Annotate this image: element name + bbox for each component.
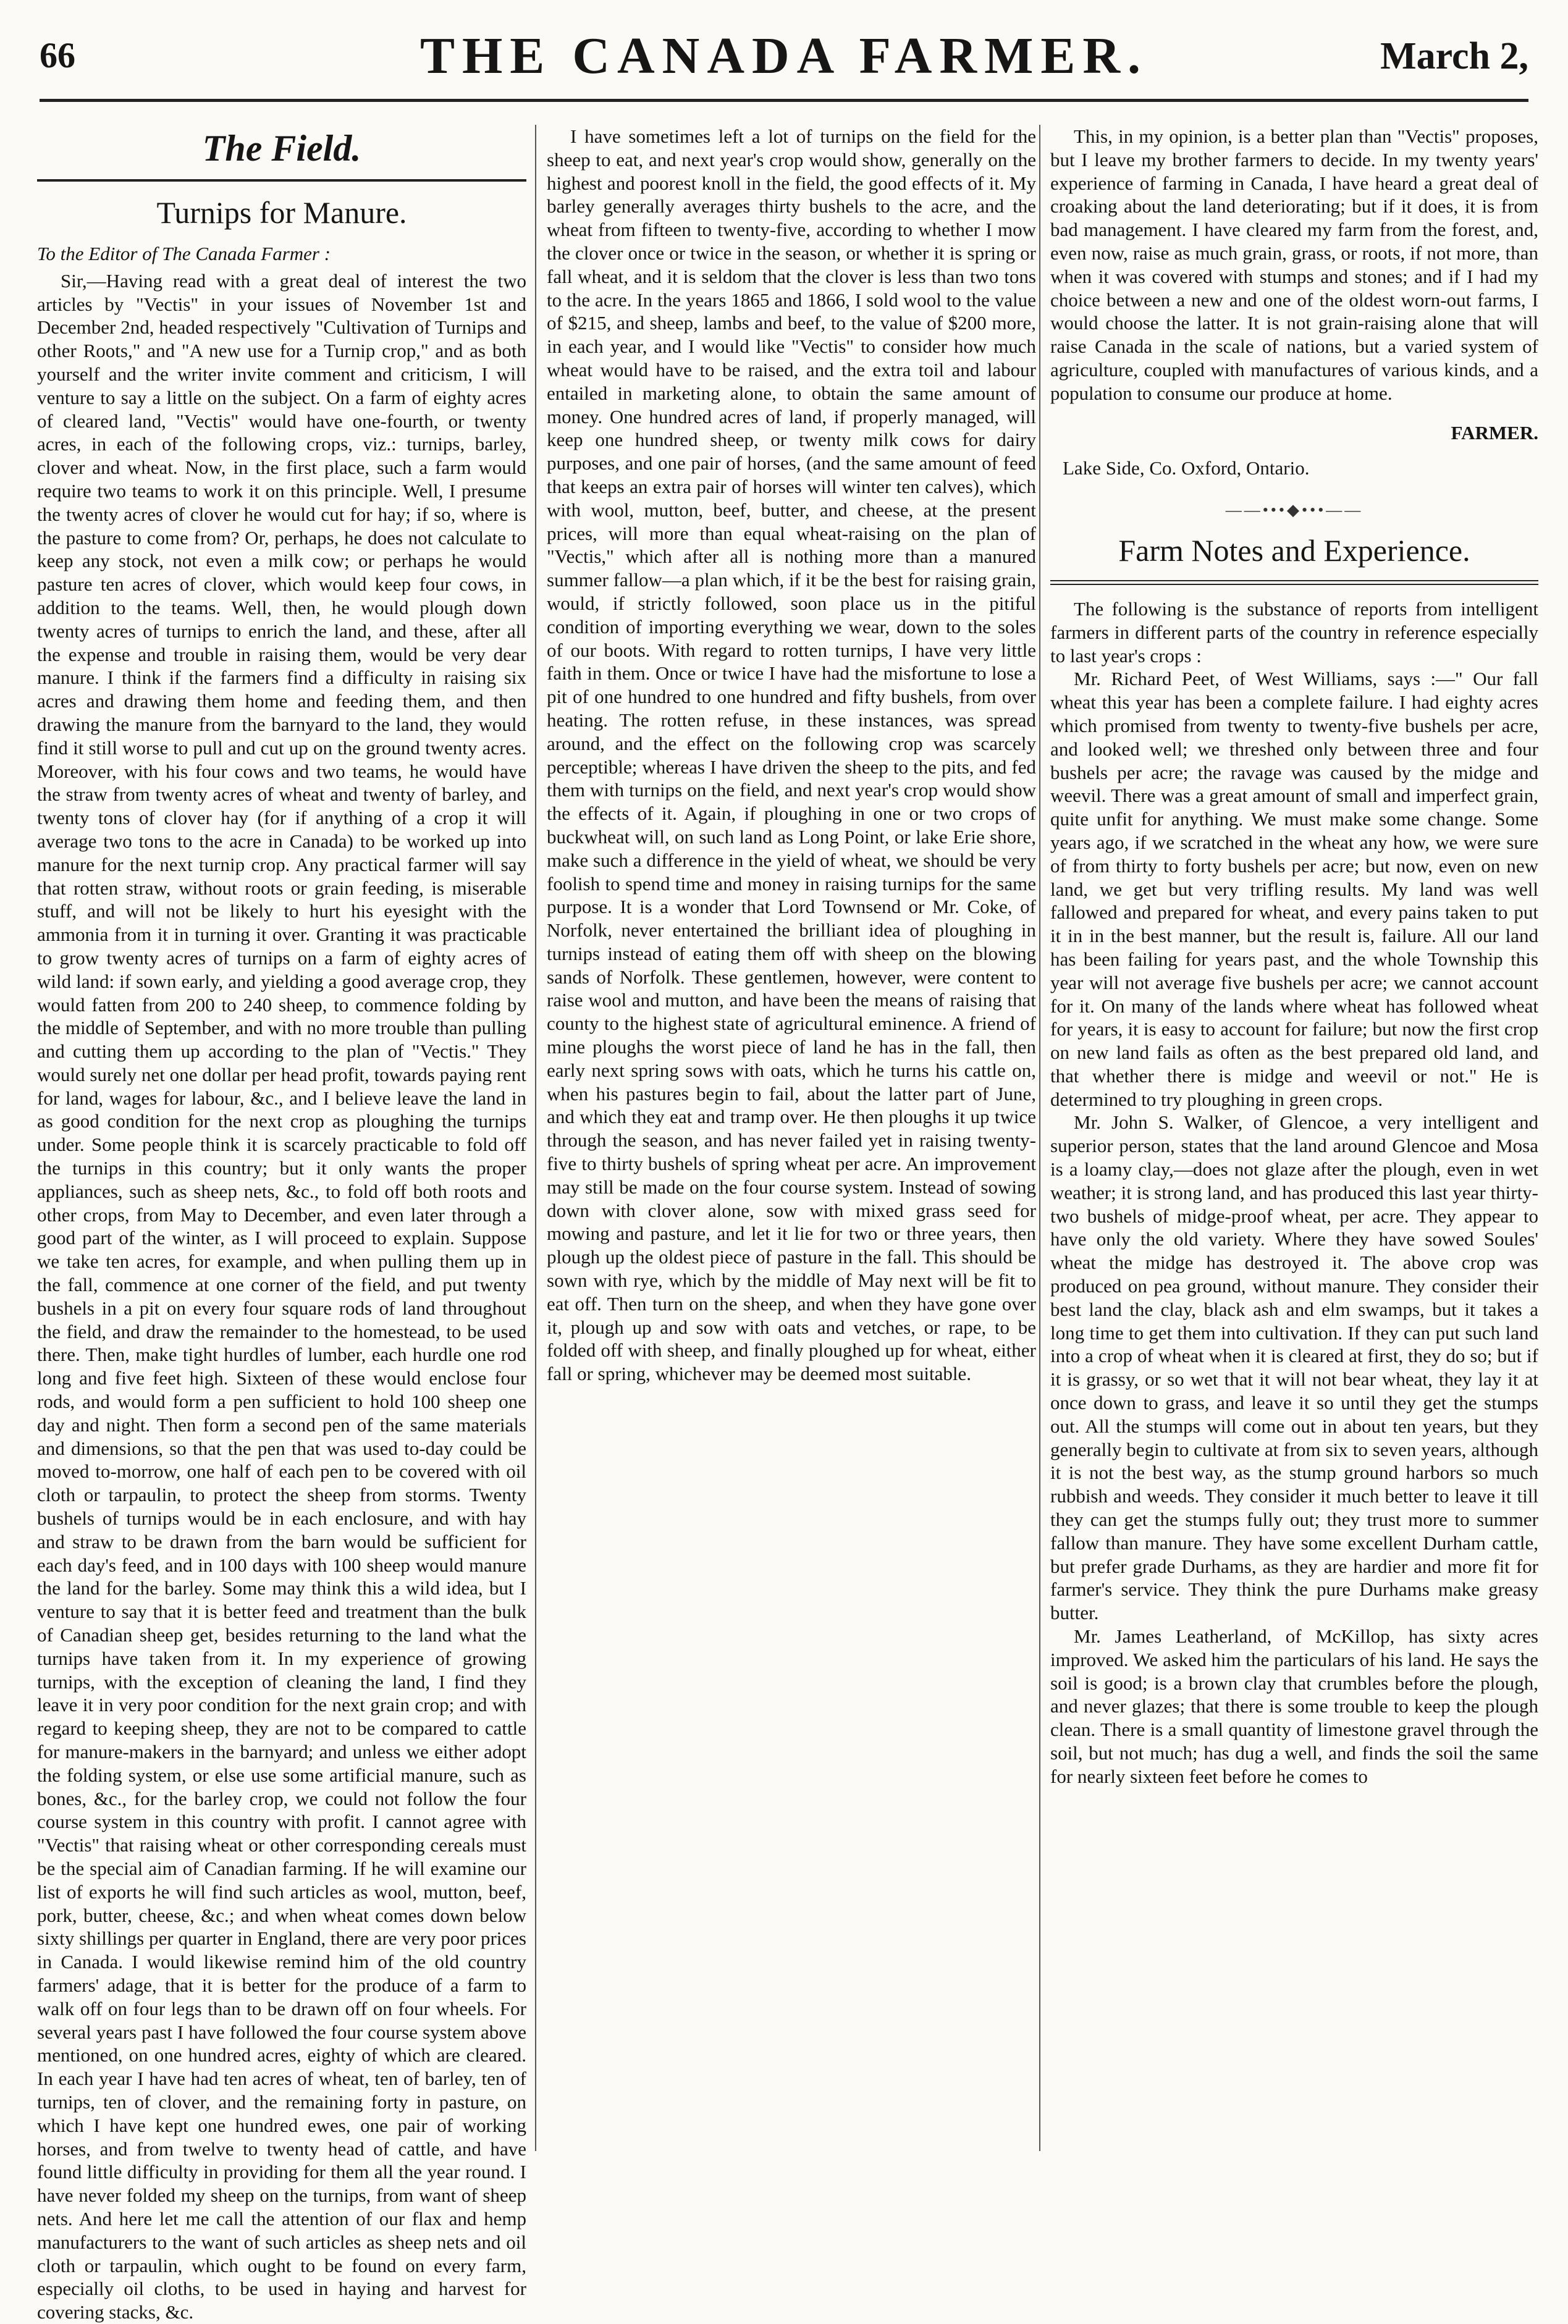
masthead xyxy=(40,21,1528,95)
divider-ornament: ——•••◆•••—— xyxy=(1225,501,1364,520)
department-heading: The Field. xyxy=(202,128,361,169)
article-paragraph: Mr. James Leatherland, of McKillop, has sixty acres improved. We asked him the particulars of his land. He says the soil is good; is a brown clay that crumbles before the plough, and never glazes; that there is some trouble to keep the plough clean. There is a small quantity of limestone gravel through the soil, but not much; has dug a well, and finds the soil the same for nearly sixteen feet before he comes to xyxy=(1050,1625,1538,1787)
letter-signature: FARMER. xyxy=(1451,421,1538,444)
column-divider xyxy=(1039,125,1040,2151)
column-divider xyxy=(535,125,536,2151)
newspaper-title: THE CANADA FARMER. xyxy=(419,27,1149,85)
column-2 xyxy=(547,125,1036,2157)
article-headline: Turnips for Manure. xyxy=(156,195,407,230)
article-paragraph: The following is the substance of reports from intelligent farmers in different parts of the country in reference especially to last year's crops : xyxy=(1050,597,1538,667)
article-paragraph: Sir,—Having read with a great deal of interest the two articles by "Vectis" in your issues of November 1st and December 2nd, headed respectively "Cultivation of Turnips and other Roots," and "A new use for a Turnip crop," and as both yourself and the writer invite comment and criticism, I will venture to say a little on the subject. On a farm of eighty acres of cleared land, "Vectis" would have one-fourth, or twenty acres, in each of the following crops, viz.: turnips, barley, clover and wheat. Now, in the first place, such a farm would require two teams to work it on this principle. Well, I presume the twenty acres of clover he would cut for hay; if so, where is the pasture to come from? Or, perhaps, he does not calculate to keep any stock, not even a milk cow; or perhaps he would pasture ten acres of clover, which would keep four cows, in addition to the teams. Well, then, he would plough down twenty acres of turnips to enrich the land, and these, after all the expense and trouble in raising them, would be very dear manure. I think if the farmers find a difficulty in raising six acres and drawing them home and feeding them, and then drawing the manure from the barnyard to the land, they would find it still worse to pull and cut up on the ground twenty acres. Moreover, with his four cows and two teams, he would have the straw from twenty acres of wheat and twenty of barley, and twenty tons of clover hay (for if anything of a crop it will average two tons to the acre in Canada) to be worked up into manure for the next turnip crop. Any practical farmer will say that rotten straw, without roots or grain feeding, is miserable stuff, and will not be likely to hurt his eyesight with the ammonia from it in turning it over. Granting it was practicable to grow twenty acres of turnips on a farm of eighty acres of wild land: if sown early, and yielding a good average crop, they would fatten from 200 to 240 sheep, to commence folding by the middle of September, and with no more trouble than pulling and cutting them up according to the plan of "Vectis." They would surely net one dollar per head profit, towards paying rent for land, wages for labour, &c., and I believe leave the land in as good condition for the next crop as ploughing the turnips under. Some people think it is scarcely practicable to fold off the turnips in this country; but it only wants the proper appliances, such as sheep nets, &c., to fold off both roots and other crops, from May to December, and even later through a good part of the winter, as I will proceed to explain. Suppose we take ten acres, for example, and when pulling them up in the fall, commence at one corner of the field, and put twenty bushels in a pit on every four square rods of land throughout the field, and draw the remainder to the homestead, to be used there. Then, make tight hurdles of lumber, each hurdle one rod long and five feet high. Sixteen of these would enclose four rods, and would form a pen sufficient to hold 100 sheep one day and night. Then form a second pen of the same materials and dimensions, so that the pen that was used to-day could be moved to-morrow, one half of each pen to be covered with oil cloth or tarpaulin, to protect the sheep from storms. Twenty bushels of turnips would be in each enclosure, and with hay and straw to be drawn from the barn would be sufficient for each day's feed, and in 100 days with 100 sheep would manure the land for the barley. Some may think this a wild idea, but I venture to say that it is better feed and treatment than the bulk of Canadian sheep get, besides returning to the land what the turnips have taken from it. In my experience of growing turnips, with the exception of cleaning the land, I find they leave it in very poor condition for the next grain crop; and with regard to keeping sheep, they are not to be compared to cattle for manure-makers in the barnyard; and unless we either adopt the folding system, or else use some artificial manure, such as bones, &c., for the barley crop, we could not follow the four course system in this country with profit. I cannot agree with "Vectis" that raising wheat or other corresponding cereals must be the special aim of Canadian farming. If he will examine our list of exports he will find such articles as wool, mutton, beef, pork, butter, cheese, &c.; and when wheat comes down below sixty shillings per quarter in England, there are very poor prices in Canada. I would likewise remind him of the old country farmers' adage, that it is better for the produce of a farm to walk off on four legs than to be drawn off on four wheels. For several years past I have followed the four course system above mentioned, on one hundred acres, eighty of which are cleared. In each year I have had ten acres of wheat, ten of barley, ten of turnips, ten of clover, and the remaining forty in pasture, on which I have kept one hundred ewes, one pair of working horses, and from twelve to twenty head of cattle, and have found little difficulty in providing for them all the year round. I have never folded my sheep on the turnips, from want of sheep nets. And here let me call the attention of our flax and hemp manufacturers to the want of such articles as sheep nets and oil cloth or tarpaulin, which ought to be found on every farm, especially oil cloths, to be used in haying and harvest for covering stacks, &c. xyxy=(37,269,526,2323)
article-paragraph: This, in my opinion, is a better plan than "Vectis" proposes, but I leave my brother farmers to decide. In my twenty years' experience of farming in Canada, I have heard a great deal of croaking about the land deteriorating; but if it does, it is from bad management. I have cleared my farm from the forest, and, even now, raise as much grain, grass, or roots, if not more, than when it was covered with stumps and stones; and if I had my choice between a new and one of the oldest worn-out farms, I would choose the latter. It is not grain-raising alone that will raise Canada in the scale of nations, but a varied system of agriculture, coupled with manufactures of various kinds, and a population to consume our produce at home. xyxy=(1050,125,1538,404)
article-paragraph: Mr. John S. Walker, of Glencoe, a very intelligent and superior person, states that the land around Glencoe and Mosa is a loamy clay,—does not glaze after the plough, even in wet weather; it is strong land, and has produced this last year thirty-two bushels of midge-proof wheat, per acre. They appear to have only the old variety. Where they have sowed Soules' wheat the midge has destroyed it. The above crop was produced on pea ground, without manure. They consider their best land the clay, black ash and elm swamps, but it takes a long time to get them into cultivation. If they can put such land into a crop of wheat when it is cleared at first, they do so; but if it is grassy, or so wet that it will not bear wheat, they lay it at once down to grass, and leave it so until they get the stumps out. All the stumps will come out in about ten years, but they generally begin to cultivate at from six to seven years, although it is not the best way, as the stump ground harbors so much rubbish and weeds. They consider it much better to leave it till they can get the stumps fully out; they trust more to summer fallow than manure. They have some excellent Durham cattle, but prefer grade Durhams, as they are hardier and more fit for farmer's service. They think the pure Durhams make greasy butter. xyxy=(1050,1111,1538,1624)
salutation: To the Editor of The Canada Farmer : xyxy=(37,243,331,264)
article-paragraph: Mr. Richard Peet, of West Williams, says :—" Our fall wheat this year has been a complete failure. I had eighty acres which promised from twenty to twenty-five bushels per acre, and looked well; we threshed only between three and four bushels per acre; the ravage was caused by the midge and weevil. There was a great amount of small and imperfect grain, quite unfit for anything. We must make some change. Some years ago, if we scratched in the wheat any how, we were sure of from thirty to forty bushels per acre; but now, even on new land, we get but very trifling results. My land was well fallowed and prepared for wheat, and every pains taken to put it in in the best manner, but the result is, failure. All our land has been failing for years past, and the whole Township this year will not average five bushels per acre; we cannot account for it. On many of the lands where wheat has followed wheat for years, it is easy to account for failure; but now the first crop on new land fails as often as the best prepared old land, and that whether there is midge and weevil or not." He is determined to try ploughing in green crops. xyxy=(1050,668,1538,1110)
masthead-rule xyxy=(40,99,1528,102)
article-headline: Farm Notes and Experience. xyxy=(1118,533,1470,568)
issue-date: March 2, xyxy=(1380,35,1528,77)
page-number: 66 xyxy=(40,35,75,75)
letter-dateline: Lake Side, Co. Oxford, Ontario. xyxy=(1063,457,1310,479)
article-paragraph: I have sometimes left a lot of turnips on the field for the sheep to eat, and next year's crop would show, generally on the highest and poorest knoll in the field, the good effects of it. My barley generally averages thirty bushels to the acre, and the wheat from fifteen to twenty-five, according to whether I mow the clover once or twice in the season, or whether it is spring or fall wheat, and it is seldom that the clover is less than two tons to the acre. In the years 1865 and 1866, I sold wool to the value of $215, and sheep, lambs and beef, to the value of $200 more, in each year, and I would like "Vectis" to consider how much wheat would have to be raised, and the extra toil and labour entailed in marketing alone, to obtain the same amount of money. One hundred acres of land, if properly managed, will keep one hundred sheep, or twenty milk cows for dairy purposes, and one pair of horses, (and the same amount of feed that keeps an extra pair of horses will winter ten calves), which with wool, mutton, beef, butter, and cheese, at the present prices, will more than equal wheat-raising on the plan of "Vectis," which after all is nothing more than a manured summer fallow—a plan which, if it be the best for raising grain, would, if strictly followed, soon place us in the pitiful condition of importing everything we wear, down to the soles of our boots. With regard to rotten turnips, I have very little faith in them. Once or twice I have had the misfortune to lose a pit of one hundred to one hundred and fifty bushels, from over heating. The rotten refuse, in these instances, was spread around, and the effect on the following crop was scarcely perceptible; whereas I have driven the sheep to the pits, and fed them with turnips on the field, and next year's crop would show the effects of it. Again, if ploughing in one or two crops of buckwheat will, on such land as Long Point, or lake Erie shore, make such a difference in the yield of wheat, we should be very foolish to spend time and money in raising turnips for the same purpose. It is a wonder that Lord Townsend or Mr. Coke, of Norfolk, never entertained the brilliant idea of ploughing in turnips instead of eating them off with sheep on the blowing sands of Norfolk. These gentlemen, however, were content to raise wool and mutton, and have been the means of raising that county to the highest state of agricultural eminence. A friend of mine ploughs the worst piece of land he has in the fall, then early next spring sows with oats, which he turns his cattle on, when his pastures begin to fail, about the latter part of June, and which they eat and tramp over. He then ploughs it up twice through the season, and has never failed yet in raising twenty-five to thirty bushels of spring wheat per acre. An improvement may still be made on the four course system. Instead of sowing down with clover alone, sow with mixed grass seed for mowing and pasture, and let it lie for two or three years, then plough up the oldest piece of pasture in the fall. This should be sown with rye, which by the middle of May next will be fit to eat off. Then turn on the sheep, and when they have gone over it, plough up and sow with oats and vetches, or rape, to be folded off with sheep, and finally ploughed up for wheat, either fall or spring, whichever may be deemed most suitable. xyxy=(547,125,1036,1385)
column-3 xyxy=(1050,125,1538,2157)
headline-rule xyxy=(1050,580,1538,585)
section-rule xyxy=(37,179,526,182)
column-1 xyxy=(37,125,526,2323)
